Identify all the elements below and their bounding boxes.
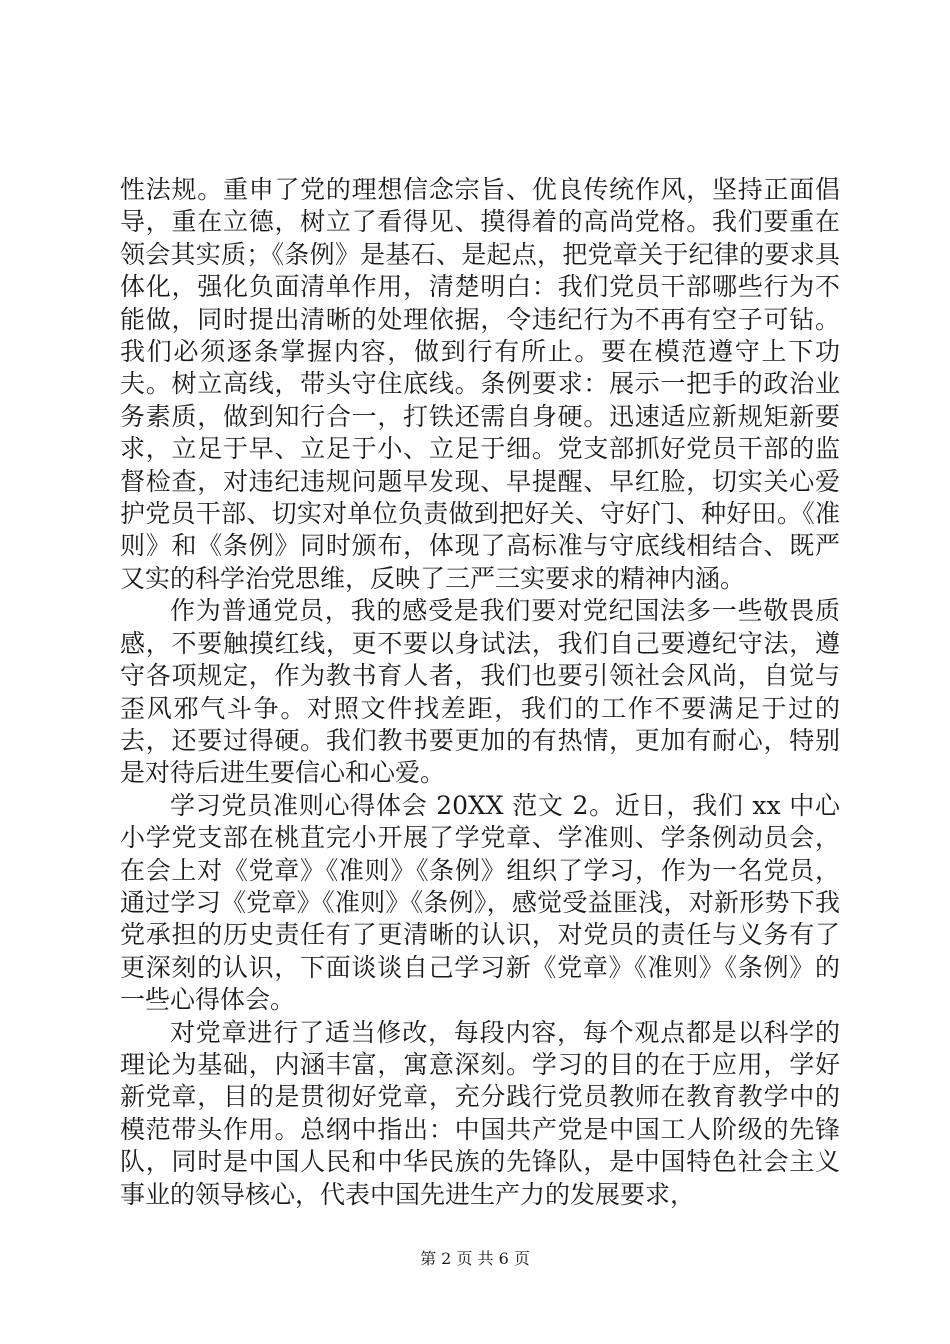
document-body <box>120 174 840 1211</box>
page-footer <box>0 1246 950 1269</box>
paragraph-3: 学习党员准则心得体会 20XX 范文 2。近日，我们 xx 中心小学党支部在桃苴完小开展了学党章、学准则、学条例动员会，在会上对《党章》《准则》《条例》组织了学习，作为一名党员，通过学习《党章》《准则》《条例》，感觉受益匪浅，对新形势下我党承担的历史责任有了更清晰的认识，对党员的责任与义务有了更深刻的认识，下面谈谈自己学习新《党章》《准则》《条例》的一些心得体会。 <box>120 790 840 1015</box>
paragraph-1: 性法规。重申了党的理想信念宗旨、优良传统作风，坚持正面倡导，重在立德，树立了看得见、摸得着的高尚党格。我们要重在领会其实质；《条例》是基石、是起点，把党章关于纪律的要求具体化，强化负面清单作用，清楚明白：我们党员干部哪些行为不能做，同时提出清晰的处理依据，令违纪行为不再有空子可钻。我们必须逐条掌握内容，做到行有所止。要在模范遵守上下功夫。树立高线，带头守住底线。条例要求：展示一把手的政治业务素质，做到知行合一，打铁还需自身硬。迅速适应新规矩新要求，立足于早、立足于小、立足于细。党支部抓好党员干部的监督检查，对违纪违规问题早发现、早提醒、早红脸，切实关心爱护党员干部、切实对单位负责做到把好关、守好门、种好田。《准则》和《条例》同时颁布，体现了高标准与守底线相结合、既严又实的科学治党思维，反映了三严三实要求的精神内涵。 <box>120 175 840 593</box>
page-number-label: 第 2 页 共 6 页 <box>420 1249 530 1268</box>
paragraph-4: 对党章进行了适当修改，每段内容，每个观点都是以科学的理论为基础，内涵丰富，寓意深刻。学习的目的在于应用，学好新党章，目的是贯彻好党章，充分践行党员教师在教育教学中的模范带头作用。总纲中指出：中国共产党是中国工人阶级的先锋队，同时是中国人民和中华民族的先锋队，是中国特色社会主义事业的领导核心，代表中国先进生产力的发展要求， <box>120 1017 840 1209</box>
paragraph-2: 作为普通党员，我的感受是我们要对党纪国法多一些敬畏质感，不要触摸红线，更不要以身试法，我们自己要遵纪守法，遵守各项规定，作为教书育人者，我们也要引领社会风尚，自觉与歪风邪气斗争。对照文件找差距，我们的工作不要满足于过的去，还要过得硬。我们教书要更加的有热情，更加有耐心，特别是对待后进生要信心和心爱。 <box>120 596 840 788</box>
